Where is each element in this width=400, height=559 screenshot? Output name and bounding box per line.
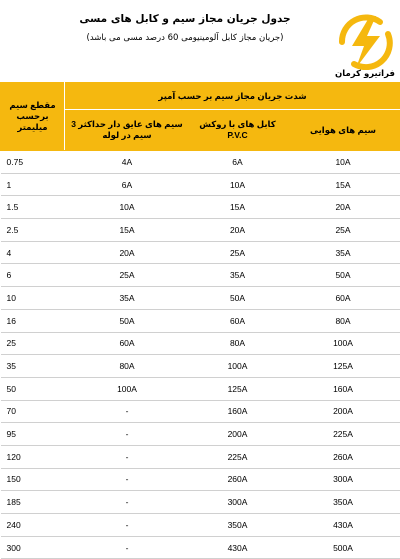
conduit-cell: 80A — [65, 355, 190, 378]
conduit-cell: - — [65, 468, 190, 491]
overhead-cell: 125A — [286, 355, 400, 378]
pvc-cell: 200A — [190, 423, 286, 446]
table-row — [1, 514, 400, 537]
column-header-pvc: کابل های با روکش P.V.C — [190, 110, 286, 151]
conduit-cell: 10A — [65, 196, 190, 219]
conduit-cell: - — [65, 536, 190, 559]
page-title: جدول جریان مجاز سیم و کابل های مسی — [60, 13, 310, 25]
overhead-cell: 10A — [286, 151, 400, 174]
pvc-cell: 430A — [190, 536, 286, 559]
size-cell: 120 — [1, 445, 65, 468]
table-row — [1, 445, 400, 468]
conduit-cell: 15A — [65, 219, 190, 242]
table-row — [1, 355, 400, 378]
pvc-cell: 300A — [190, 491, 286, 514]
row-header-cell: مقطع سیم برحسب میلیمتر — [1, 83, 65, 151]
column-header-conduit: سیم های عایق دار حداکثر 3 سیم در لوله — [65, 110, 190, 151]
pvc-cell: 35A — [190, 264, 286, 287]
table-row — [1, 241, 400, 264]
pvc-cell: 25A — [190, 241, 286, 264]
size-cell: 10 — [1, 287, 65, 310]
conduit-cell: - — [65, 400, 190, 423]
size-cell: 185 — [1, 491, 65, 514]
table-row — [1, 423, 400, 446]
pvc-cell: 125A — [190, 377, 286, 400]
overhead-cell: 200A — [286, 400, 400, 423]
overhead-cell: 35A — [286, 241, 400, 264]
size-cell: 95 — [1, 423, 65, 446]
pvc-cell: 50A — [190, 287, 286, 310]
conduit-cell: 20A — [65, 241, 190, 264]
size-cell: 6 — [1, 264, 65, 287]
pvc-cell: 225A — [190, 445, 286, 468]
size-cell: 300 — [1, 536, 65, 559]
overhead-cell: 80A — [286, 309, 400, 332]
conduit-cell: 6A — [65, 173, 190, 196]
pvc-cell: 160A — [190, 400, 286, 423]
size-cell: 1.5 — [1, 196, 65, 219]
size-cell: 150 — [1, 468, 65, 491]
overhead-cell: 300A — [286, 468, 400, 491]
size-cell: 70 — [1, 400, 65, 423]
table-row — [1, 491, 400, 514]
conduit-cell: - — [65, 445, 190, 468]
size-cell: 16 — [1, 309, 65, 332]
overhead-cell: 500A — [286, 536, 400, 559]
conduit-cell: - — [65, 514, 190, 537]
size-cell: 2.5 — [1, 219, 65, 242]
conduit-cell: 35A — [65, 287, 190, 310]
overhead-cell: 160A — [286, 377, 400, 400]
table-row — [1, 264, 400, 287]
document-header — [0, 0, 400, 82]
table-row — [1, 309, 400, 332]
logo-text: فراتیرو کرمان — [332, 69, 398, 79]
pvc-cell: 350A — [190, 514, 286, 537]
size-cell: 25 — [1, 332, 65, 355]
pvc-cell: 100A — [190, 355, 286, 378]
table-row — [1, 287, 400, 310]
overhead-cell: 260A — [286, 445, 400, 468]
pvc-cell: 15A — [190, 196, 286, 219]
pvc-cell: 80A — [190, 332, 286, 355]
conduit-cell: 60A — [65, 332, 190, 355]
size-cell: 35 — [1, 355, 65, 378]
size-cell: 0.75 — [1, 151, 65, 174]
page-subtitle: (جریان مجاز کابل آلومینیومی 60 درصد مسی می باشد) — [60, 33, 310, 43]
table-body — [1, 151, 400, 559]
conduit-cell: 100A — [65, 377, 190, 400]
overhead-cell: 25A — [286, 219, 400, 242]
overhead-cell: 430A — [286, 514, 400, 537]
pvc-cell: 60A — [190, 309, 286, 332]
table-row — [1, 377, 400, 400]
pvc-cell: 6A — [190, 151, 286, 174]
table-row — [1, 219, 400, 242]
table-row — [1, 400, 400, 423]
size-cell: 240 — [1, 514, 65, 537]
conduit-cell: 50A — [65, 309, 190, 332]
pvc-cell: 260A — [190, 468, 286, 491]
conduit-cell: 4A — [65, 151, 190, 174]
group-header-cell: شدت جریان مجاز سیم بر حسب آمپر — [65, 83, 400, 110]
overhead-cell: 225A — [286, 423, 400, 446]
size-cell: 1 — [1, 173, 65, 196]
table-row — [1, 468, 400, 491]
overhead-cell: 60A — [286, 287, 400, 310]
table-row — [1, 151, 400, 174]
size-cell: 4 — [1, 241, 65, 264]
table-row — [1, 332, 400, 355]
overhead-cell: 50A — [286, 264, 400, 287]
overhead-cell: 350A — [286, 491, 400, 514]
conduit-cell: 25A — [65, 264, 190, 287]
conduit-cell: - — [65, 423, 190, 446]
table-row — [1, 536, 400, 559]
table-row — [1, 173, 400, 196]
pvc-cell: 20A — [190, 219, 286, 242]
overhead-cell: 20A — [286, 196, 400, 219]
pvc-cell: 10A — [190, 173, 286, 196]
table-row — [1, 196, 400, 219]
column-header-overhead: سیم های هوایی — [286, 110, 400, 151]
overhead-cell: 100A — [286, 332, 400, 355]
overhead-cell: 15A — [286, 173, 400, 196]
current-table — [0, 82, 400, 559]
conduit-cell: - — [65, 491, 190, 514]
size-cell: 50 — [1, 377, 65, 400]
